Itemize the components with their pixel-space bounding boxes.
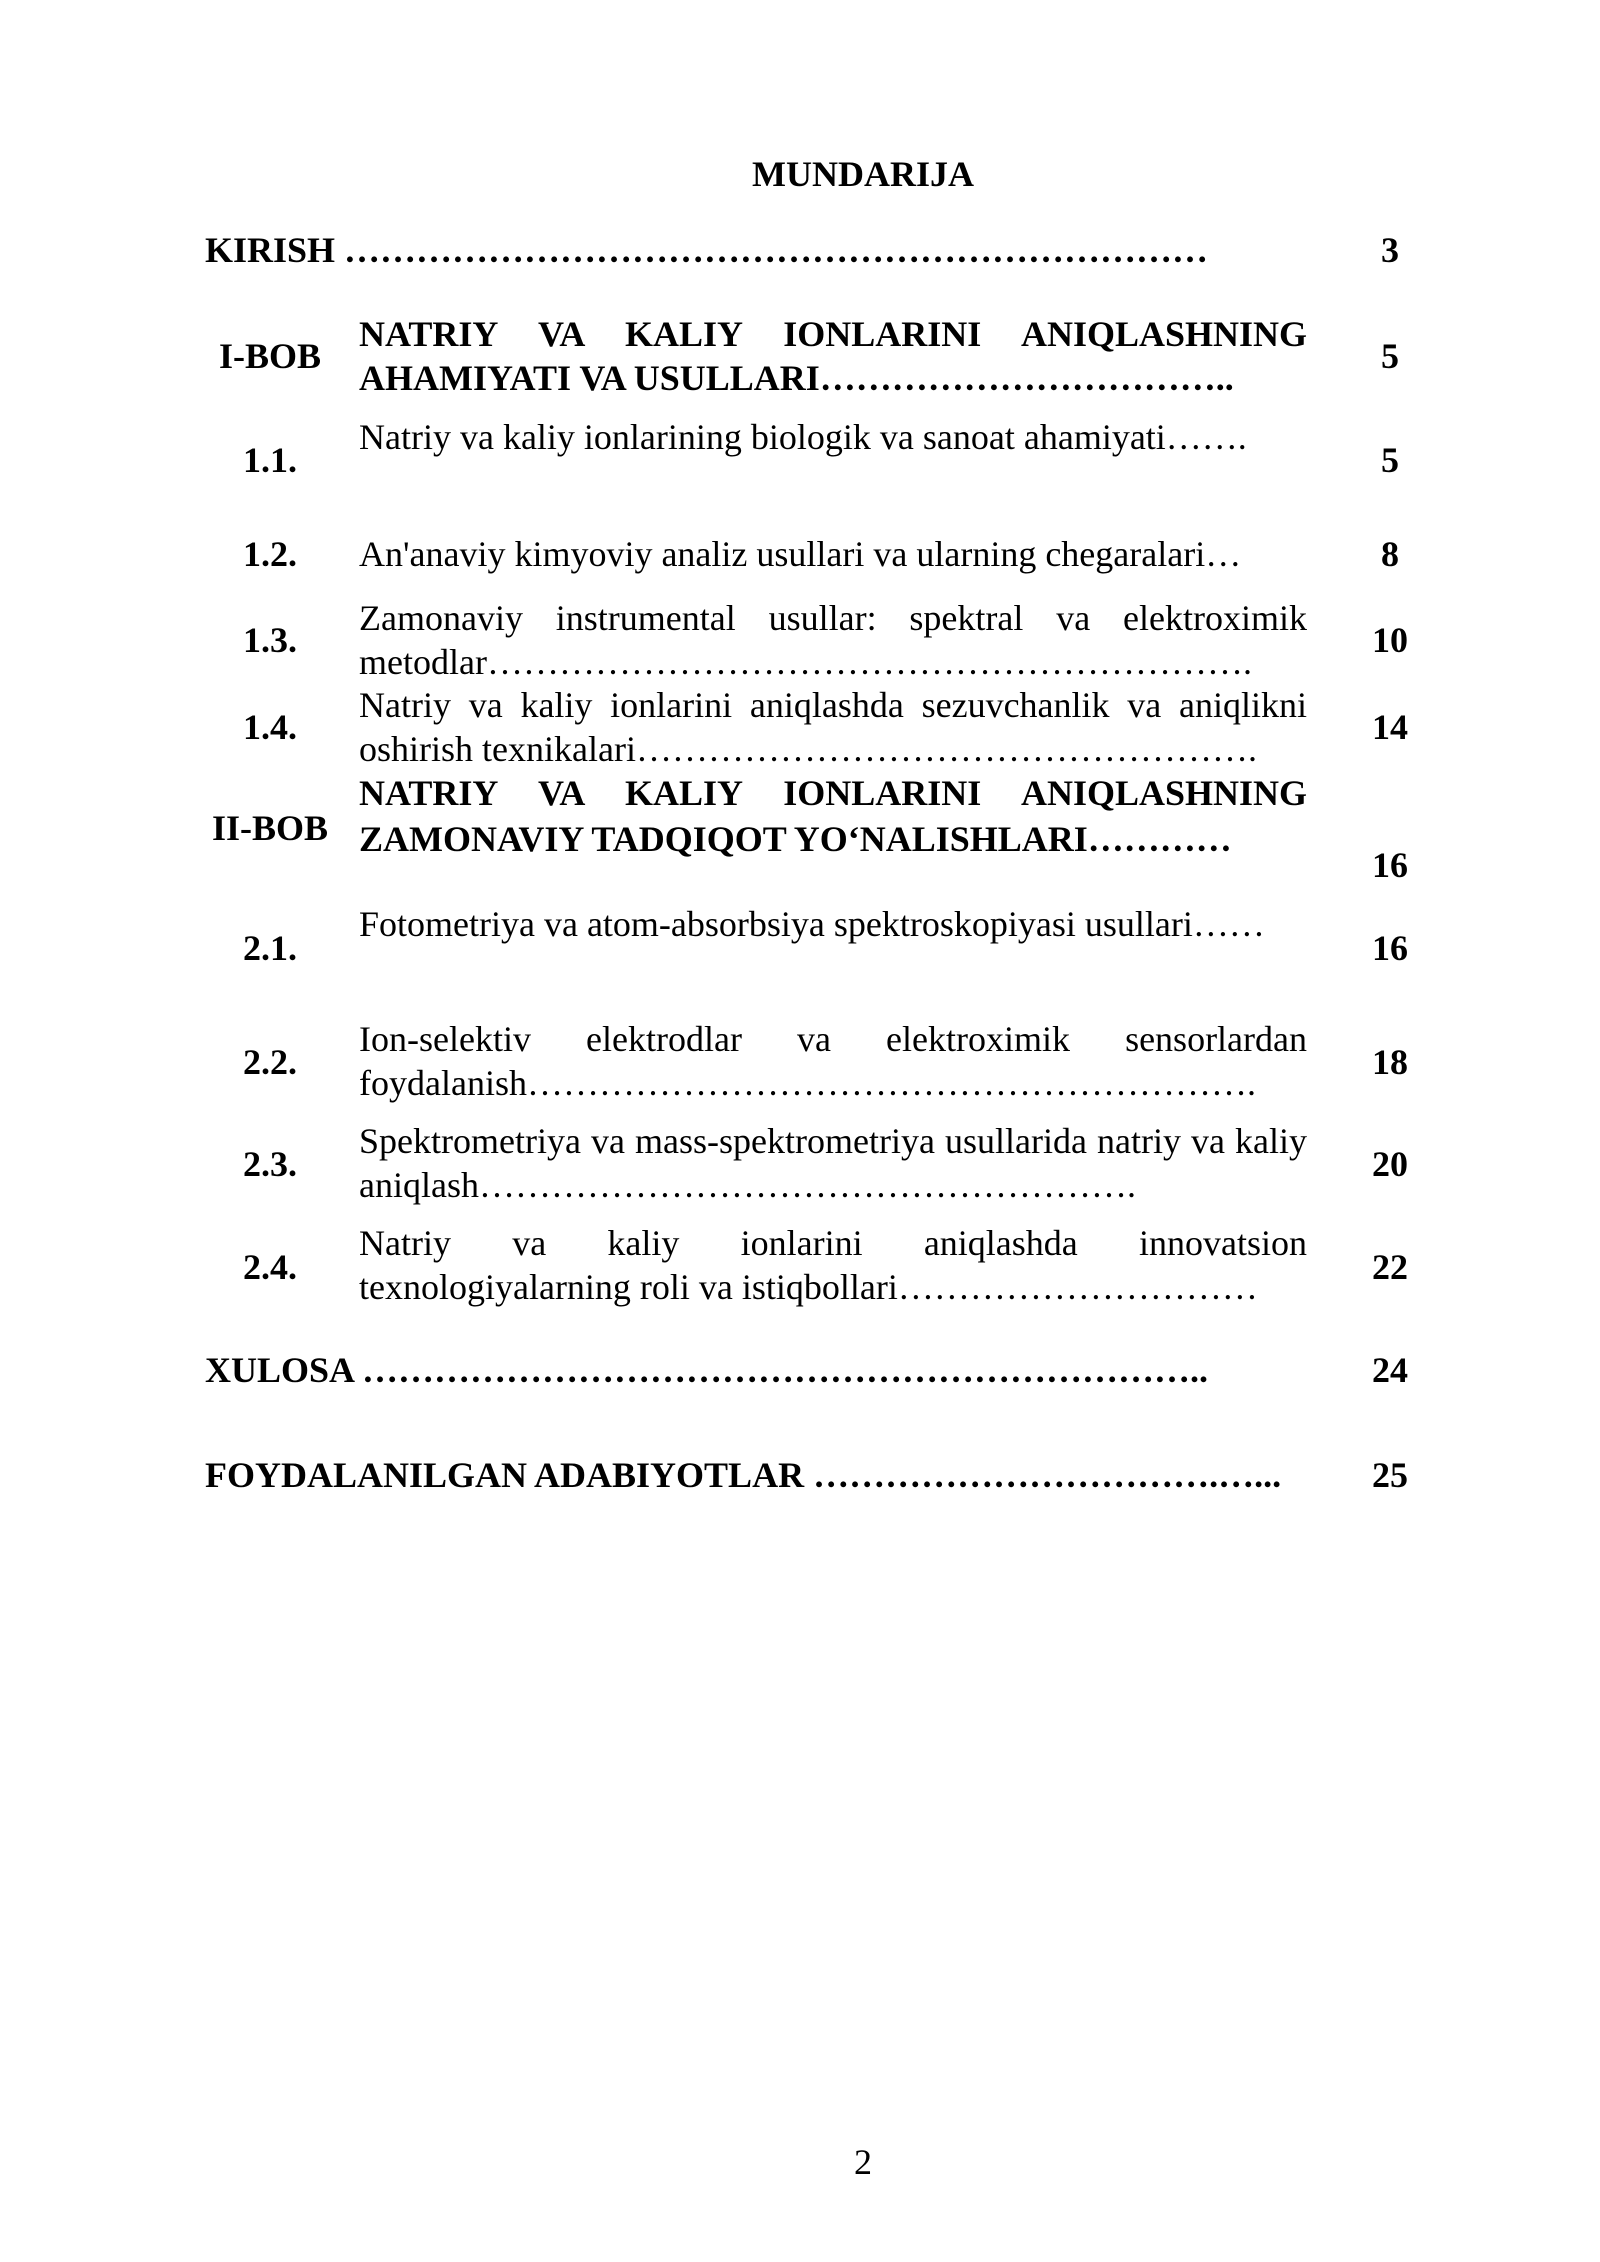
toc-section-1-3-page: 10 <box>1372 620 1408 660</box>
toc-section-2-3-page: 20 <box>1372 1144 1408 1184</box>
toc-section-1-2-num: 1.2. <box>243 534 297 574</box>
toc-references-page: 25 <box>1372 1455 1408 1495</box>
toc-section-1-3-num: 1.3. <box>243 620 297 660</box>
toc-section-2-4-page: 22 <box>1372 1247 1408 1287</box>
toc-chapter1-page: 5 <box>1381 336 1399 376</box>
toc-section-1-1-title[interactable]: Natriy va kaliy ionlarining biologik va sanoat ahamiyati……. <box>359 417 1247 457</box>
toc-section-2-1-num: 2.1. <box>243 928 297 968</box>
toc-chapter1-num: I-BOB <box>218 336 322 376</box>
toc-section-1-1-num: 1.1. <box>243 440 297 480</box>
toc-section-1-4-num: 1.4. <box>243 707 297 747</box>
toc-section-2-4-title[interactable]: Natriy va kaliy ionlarini aniqlashda innovatsion texnologiyalarning roli va istiqbollari………………………… <box>359 1223 1307 1307</box>
toc-section-1-1-page: 5 <box>1381 440 1399 480</box>
toc-section-2-1-title[interactable]: Fotometriya va atom-absorbsiya spektroskopiyasi usullari…… <box>359 904 1265 944</box>
toc-section-2-1-page: 16 <box>1372 928 1408 968</box>
toc-chapter2-page: 16 <box>1372 845 1408 885</box>
toc-section-2-4-num: 2.4. <box>243 1247 297 1287</box>
toc-conclusion-label[interactable]: XULOSA …………………………………………………………….. <box>205 1350 1209 1390</box>
toc-intro-label[interactable]: KIRISH ……………………………………………………………… <box>205 230 1209 270</box>
page-number: 2 <box>854 2142 872 2182</box>
toc-section-2-2-title[interactable]: Ion-selektiv elektrodlar va elektroximik sensorlardan foydalanish……………………………………………………. <box>359 1019 1307 1103</box>
toc-chapter2-title[interactable]: NATRIY VA KALIY IONLARINI ANIQLASHNING ZAMONAVIY TADQIQOT YO‘NALISHLARI………… <box>359 773 1307 859</box>
toc-chapter1-title[interactable]: NATRIY VA KALIY IONLARINI ANIQLASHNING AHAMIYATI VA USULLARI…………………………….. <box>359 314 1307 398</box>
toc-section-1-2-page: 8 <box>1381 534 1399 574</box>
page-title: MUNDARIJA <box>752 154 974 194</box>
toc-section-1-3-title[interactable]: Zamonaviy instrumental usullar: spektral va elektroximik metodlar………………………………………………………. <box>359 598 1307 682</box>
toc-section-2-2-num: 2.2. <box>243 1042 297 1082</box>
toc-section-2-3-title[interactable]: Spektrometriya va mass-spektrometriya usullarida natriy va kaliy aniqlash………………………………………………. <box>359 1121 1307 1205</box>
toc-section-2-3-num: 2.3. <box>243 1144 297 1184</box>
toc-section-1-2-title[interactable]: An'anaviy kimyoviy analiz usullari va ularning chegaralari… <box>359 534 1242 574</box>
toc-section-1-4-title[interactable]: Natriy va kaliy ionlarini aniqlashda sezuvchanlik va aniqlikni oshirish texnikalari……………………………………………. <box>359 685 1307 769</box>
toc-references-label[interactable]: FOYDALANILGAN ADABIYOTLAR …………………………….…... <box>205 1455 1282 1495</box>
toc-section-1-4-page: 14 <box>1372 707 1408 747</box>
toc-chapter2-num: II-BOB <box>211 808 329 848</box>
toc-intro-page: 3 <box>1381 230 1399 270</box>
toc-section-2-2-page: 18 <box>1372 1042 1408 1082</box>
toc-conclusion-page: 24 <box>1372 1350 1408 1390</box>
